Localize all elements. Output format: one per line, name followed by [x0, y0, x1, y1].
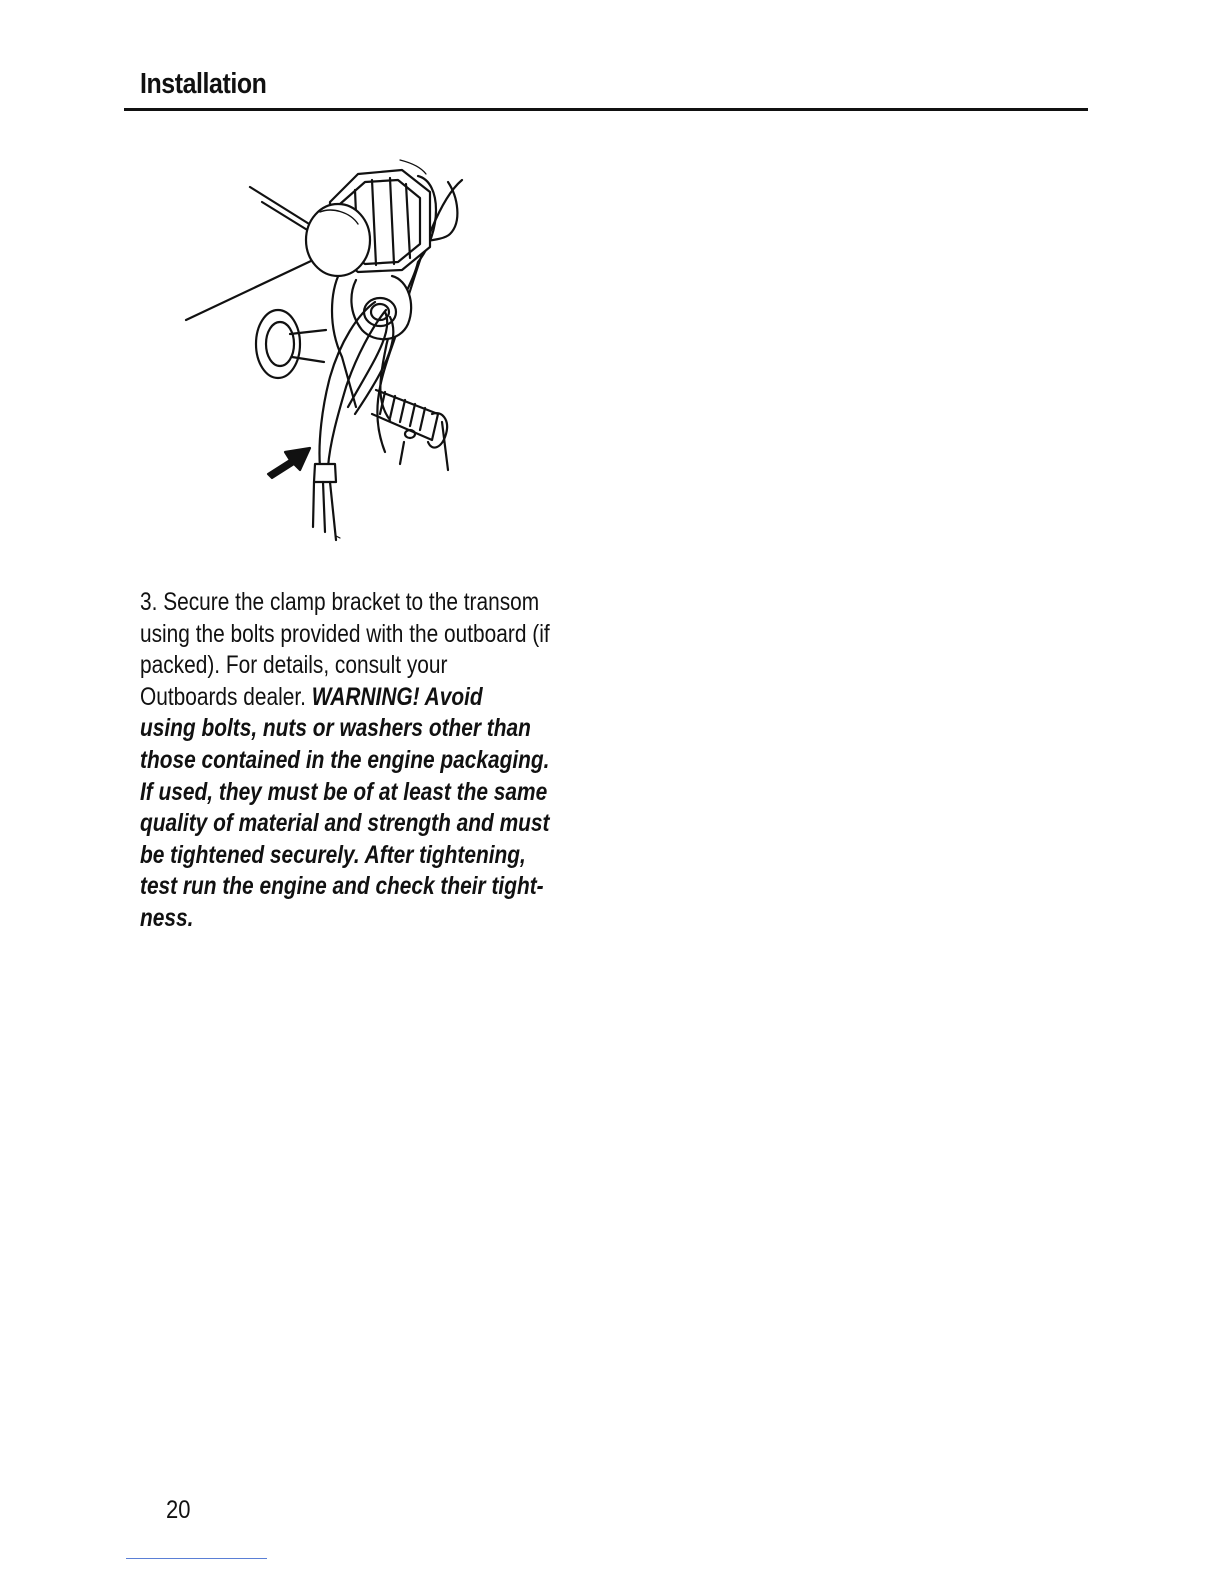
section-title: Installation — [140, 68, 267, 100]
warning-text-line: quality of material and strength and must — [140, 809, 550, 838]
warning-text-line: using bolts, nuts or washers other than — [140, 714, 531, 743]
footer-divider — [126, 1558, 267, 1559]
warning-text-line: be tightened securely. After tightening, — [140, 840, 526, 869]
warning-text-line: If used, they must be of at least the same — [140, 777, 548, 806]
step-text-line: using the bolts provided with the outboard (if — [140, 619, 550, 648]
title-divider — [124, 108, 1088, 111]
step-text-line: packed). For details, consult your — [140, 651, 448, 680]
warning-text-line: ness. — [140, 903, 194, 932]
page-number: 20 — [166, 1496, 191, 1524]
step-text-line — [140, 682, 574, 714]
installation-step-3 — [140, 587, 574, 935]
step-text-line: 3. Secure the clamp bracket to the transom — [140, 588, 540, 616]
warning-label: WARNING! Avoid — [311, 682, 483, 711]
warning-text-line: test run the engine and check their tight- — [140, 872, 544, 901]
clamp-bracket-illustration — [180, 152, 550, 542]
warning-text-line: those contained in the engine packaging. — [140, 745, 550, 774]
step-text-plain: Outboards dealer. — [140, 682, 312, 711]
